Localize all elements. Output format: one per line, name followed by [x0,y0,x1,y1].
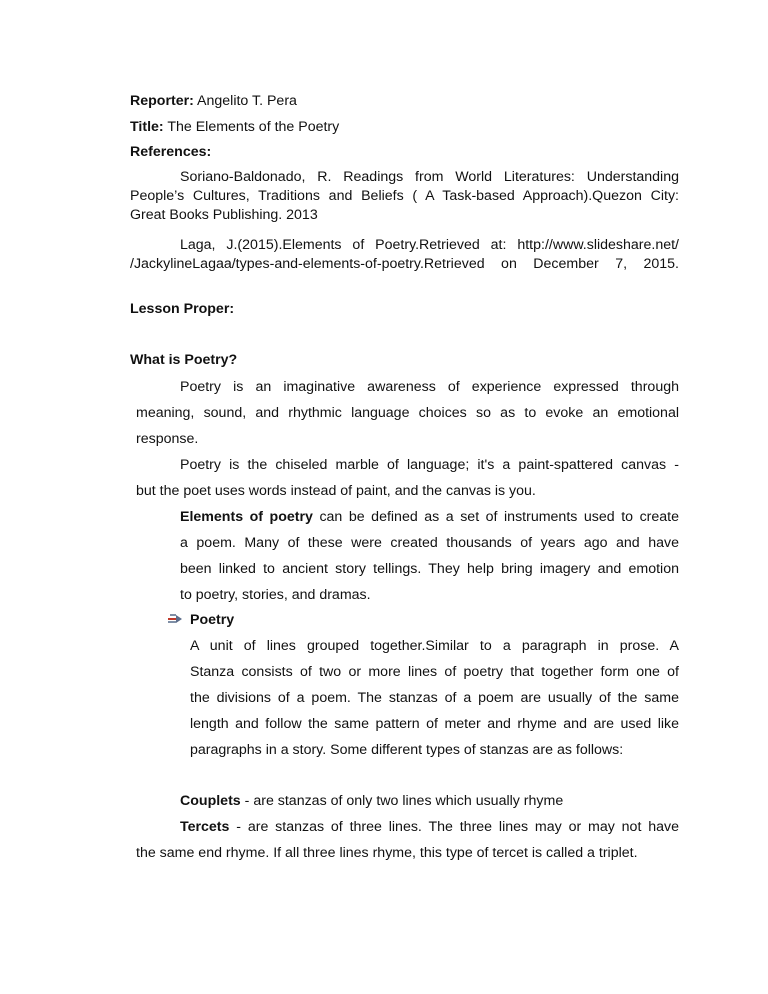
couplets-line [180,792,563,810]
tercets-line-1: Tercets - are stanzas of three lines. The three lines may or may not have [180,819,679,835]
couplets-term: Couplets [180,793,241,809]
poetry-marble-line-2: but the poet uses words instead of paint, and the canvas is you. [136,483,536,499]
reporter-value: Angelito T. Pera [197,93,297,109]
ref2-line-2: /JackylineLagaa/types-and-elements-of-poetry.Retrieved on December 7, 2015. [130,256,679,272]
elements-line-4: to poetry, stories, and dramas. [180,587,371,603]
reporter-line [130,92,297,110]
ref1-line-2: People’s Cultures, Traditions and Beliefs ( A Task-based Approach).Quezon City: [130,188,679,204]
stanza-line-5: paragraphs in a story. Some different types of stanzas are as follows: [190,742,624,758]
poetry-def-line-3: response. [136,431,199,447]
ref1-line-1: Soriano-Baldonado, R. Readings from World Literatures: Understanding [180,169,679,185]
tercets-line-2: the same end rhyme. If all three lines rhyme, this type of tercet is called a triplet. [136,845,638,861]
stanza-line-3: the divisions of a poem. The stanzas of a poem are usually of the same [190,690,679,706]
elements-line-3: been linked to ancient story tellings. They help bring imagery and emotion [180,561,679,577]
elements-line-1: Elements of poetry can be defined as a set of instruments used to create [180,509,679,525]
title-label: Title: [130,119,164,135]
references-heading: References: [130,144,212,160]
bullet-heading: Poetry [190,612,235,628]
tercets-term: Tercets [180,819,230,835]
stanza-line-2: Stanza consists of two or more lines of poetry that together form one of [190,664,679,680]
poetry-def-line-2: meaning, sound, and rhythmic language choices so as to evoke an emotional [136,405,679,421]
bullet-arrow-icon [168,613,182,625]
poetry-marble-line-1: Poetry is the chiseled marble of language; it's a paint-spattered canvas - [180,457,679,473]
lesson-proper-heading: Lesson Proper: [130,301,235,317]
poetry-def-line-1: Poetry is an imaginative awareness of experience expressed through [180,379,679,395]
title-line [130,118,339,136]
stanza-line-4: length and follow the same pattern of meter and rhyme and are used like [190,716,679,732]
title-value: The Elements of the Poetry [167,119,340,135]
reporter-label: Reporter: [130,93,194,109]
elements-term: Elements of poetry [180,509,313,525]
what-is-poetry-heading: What is Poetry? [130,352,238,368]
couplets-text: - are stanzas of only two lines which usually rhyme [244,793,564,809]
ref1-line-3: Great Books Publishing. 2013 [130,207,318,223]
stanza-line-1: A unit of lines grouped together.Similar to a paragraph in prose. A [190,638,679,654]
elements-line-2: a poem. Many of these were created thousands of years ago and have [180,535,679,551]
ref2-line-1: Laga, J.(2015).Elements of Poetry.Retrieved at: http://www.slideshare.net/ [180,237,679,253]
